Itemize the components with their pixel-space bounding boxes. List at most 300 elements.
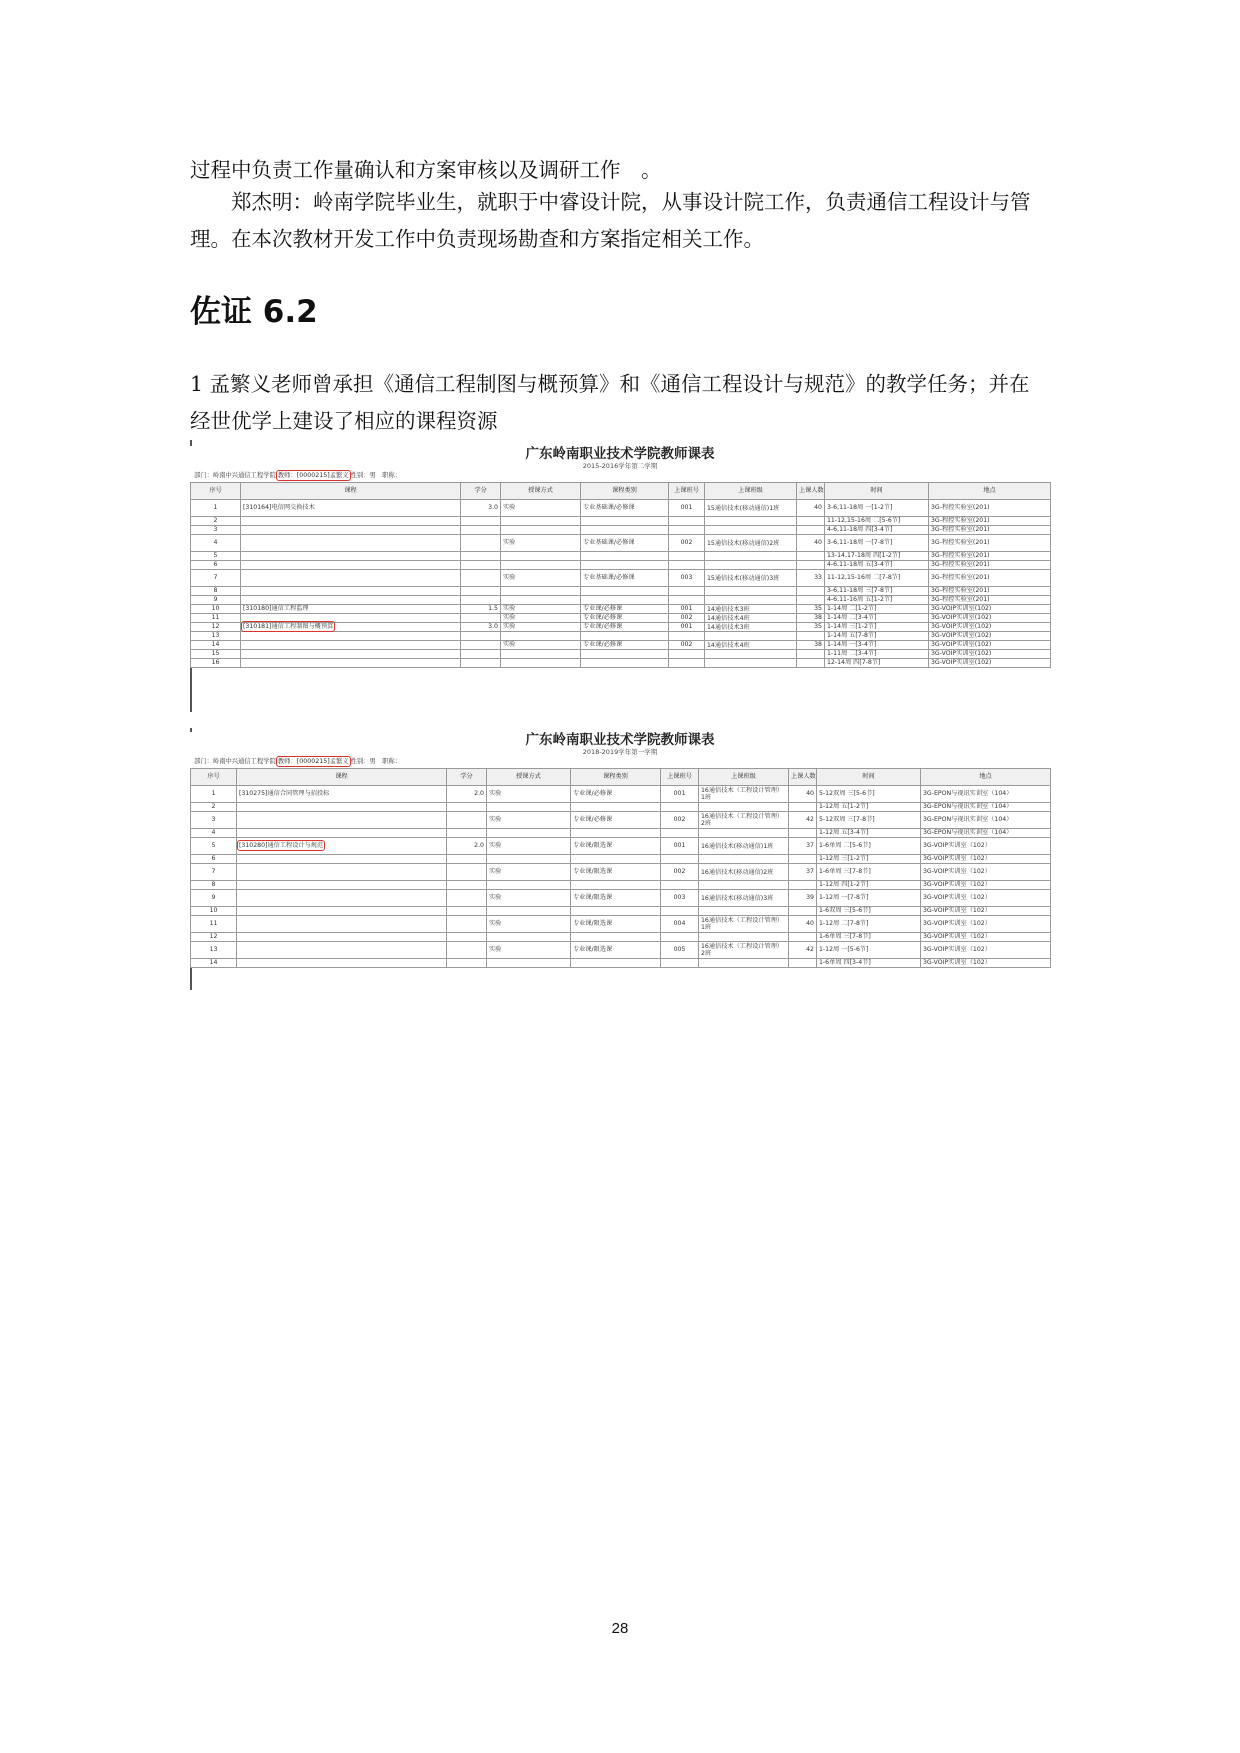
table-cell: 1-12周 五[1-2节] <box>817 803 921 812</box>
table-cell: 001 <box>661 838 699 855</box>
schedule-term: 2018-2019学年第一学期 <box>582 748 658 756</box>
table-cell: 3G-EPON与视讯实训室（104） <box>921 786 1051 803</box>
table-cell <box>797 517 825 526</box>
table-cell: 1-14周 一[3-4节] <box>825 641 929 650</box>
table-cell <box>705 632 797 641</box>
table-cell <box>487 881 571 890</box>
paragraph-evidence-1: 1 孟繁义老师曾承担《通信工程制图与概预算》和《通信工程设计与规范》的教学任务；并在经世优学上建设了相应的课程资源 <box>190 372 1030 433</box>
table-row <box>191 907 1051 916</box>
table-cell <box>661 959 699 968</box>
table-row <box>191 786 1051 803</box>
table-cell: 15 <box>191 650 241 659</box>
table-cell <box>237 942 447 959</box>
table-cell: 1-12周 五[3-4节] <box>817 829 921 838</box>
table-row <box>191 632 1051 641</box>
table-cell: 002 <box>669 535 705 552</box>
table-cell: 8 <box>191 881 237 890</box>
course-highlight: [310181]通信工程制图与概预算 <box>243 623 334 630</box>
column-header: 时间 <box>817 769 921 786</box>
table-cell <box>487 907 571 916</box>
table-cell: 3G-程控实验室(201) <box>929 587 1051 596</box>
table-cell <box>789 829 817 838</box>
schedule-title: 广东岭南职业技术学院教师课表 <box>525 446 715 462</box>
table-cell <box>237 916 447 933</box>
table-cell <box>487 829 571 838</box>
table-cell: 002 <box>661 812 699 829</box>
table-row <box>191 614 1051 623</box>
table-cell: 5-12双周 三[5-6节] <box>817 786 921 803</box>
table-cell: 16通信技术(移动通信)2班 <box>699 864 789 881</box>
table-cell: 005 <box>661 942 699 959</box>
table-cell <box>501 561 581 570</box>
table-cell: 16通信技术(移动通信)1班 <box>699 838 789 855</box>
table-cell <box>447 855 487 864</box>
table-cell: 40 <box>797 535 825 552</box>
table-cell: 3G-VOIP实训室（102） <box>921 881 1051 890</box>
table-cell: 1-12周 一[5-6节] <box>817 942 921 959</box>
table-cell <box>447 881 487 890</box>
column-header: 上课班号 <box>669 483 705 500</box>
table-cell: 37 <box>789 838 817 855</box>
table-cell: 16通信技术（工程设计管理）1班 <box>699 916 789 933</box>
table-cell: 001 <box>661 786 699 803</box>
table-row <box>191 605 1051 614</box>
table-cell: 3G-VOIP实训室（102） <box>921 933 1051 942</box>
table-cell: 专业课/限选课 <box>571 864 661 881</box>
table-cell <box>461 517 501 526</box>
table-cell: 专业课/必修课 <box>581 641 669 650</box>
table-cell: 1.5 <box>461 605 501 614</box>
table-cell: 6 <box>191 855 237 864</box>
table-cell <box>699 881 789 890</box>
table-cell <box>581 587 669 596</box>
table-cell: 实验 <box>501 623 581 632</box>
table-cell <box>237 829 447 838</box>
table-cell: 40 <box>789 916 817 933</box>
table-cell: 4-6,11-16周 五[1-2节] <box>825 596 929 605</box>
table-row <box>191 838 1051 855</box>
table-cell: 专业课/限选课 <box>571 942 661 959</box>
table-row <box>191 959 1051 968</box>
table-cell <box>487 959 571 968</box>
table-cell <box>797 587 825 596</box>
table-cell <box>241 517 461 526</box>
table-cell <box>797 561 825 570</box>
table-cell: 42 <box>789 812 817 829</box>
table-cell <box>241 641 461 650</box>
table-cell: 专业课/必修课 <box>581 623 669 632</box>
table-row <box>191 570 1051 587</box>
table-cell <box>241 632 461 641</box>
table-cell: 3G-VOIP实训室(102) <box>929 659 1051 668</box>
dept-label: 部门：岭南中兴通信工程学院 <box>194 472 276 479</box>
table-cell: 16通信技术（工程设计管理）1班 <box>699 786 789 803</box>
table-cell: 13 <box>191 942 237 959</box>
table-cell <box>789 803 817 812</box>
table-cell <box>447 907 487 916</box>
table-cell <box>669 632 705 641</box>
table-cell: 5 <box>191 552 241 561</box>
table-cell <box>241 587 461 596</box>
table-row <box>191 552 1051 561</box>
table-cell: 专业基础课/必修课 <box>581 535 669 552</box>
table-cell: 3G-VOIP实训室(102) <box>929 605 1051 614</box>
table-cell <box>705 596 797 605</box>
table-cell <box>241 659 461 668</box>
course-highlight: [310280]通信工程设计与规范 <box>239 842 324 849</box>
table-cell <box>571 803 661 812</box>
table-cell: 16通信技术（工程设计管理）2班 <box>699 812 789 829</box>
table-cell: 40 <box>789 786 817 803</box>
gender-title-label: 性别：男 职称： <box>350 472 402 479</box>
table-cell: 3G-VOIP实训室(102) <box>929 623 1051 632</box>
table-cell: 专业基础课/必修课 <box>581 500 669 517</box>
table-cell: 1-14周 二[1-2节] <box>825 605 929 614</box>
table-cell: 16 <box>191 659 241 668</box>
table-cell: 002 <box>661 864 699 881</box>
table-cell <box>461 596 501 605</box>
table-body <box>191 500 1051 668</box>
column-header: 上课人数 <box>789 769 817 786</box>
table-cell: 12-14周 四[7-8节] <box>825 659 929 668</box>
table-cell <box>661 907 699 916</box>
column-header: 学分 <box>461 483 501 500</box>
column-header: 上课班级 <box>705 483 797 500</box>
table-cell: 15通信技术(移动通信)1班 <box>705 500 797 517</box>
table-cell <box>789 907 817 916</box>
table-cell: 4 <box>191 535 241 552</box>
table-row <box>191 650 1051 659</box>
table-row <box>191 596 1051 605</box>
table-row <box>191 933 1051 942</box>
table-cell <box>661 855 699 864</box>
column-header: 授课方式 <box>487 769 571 786</box>
table-row <box>191 526 1051 535</box>
table-cell: 16通信技术(移动通信)3班 <box>699 890 789 907</box>
schedule-table <box>190 482 1051 668</box>
table-cell <box>581 552 669 561</box>
table-cell <box>705 517 797 526</box>
table-cell <box>669 552 705 561</box>
table-cell <box>789 933 817 942</box>
table-cell <box>487 803 571 812</box>
paragraph-zheng-jieming: 郑杰明：岭南学院毕业生，就职于中睿设计院，从事设计院工作，负责通信工程设计与管理。在本次教材开发工作中负责现场勘查和方案指定相关工作。 <box>190 190 1031 251</box>
table-cell: 3G-程控实验室(201) <box>929 570 1051 587</box>
column-header: 序号 <box>191 769 237 786</box>
table-cell: 3G-VOIP实训室（102） <box>921 890 1051 907</box>
table-cell: 11 <box>191 916 237 933</box>
table-cell <box>571 959 661 968</box>
table-cell <box>237 890 447 907</box>
table-cell <box>237 812 447 829</box>
column-header: 上课班级 <box>699 769 789 786</box>
table-cell <box>461 659 501 668</box>
table-cell: 实验 <box>487 942 571 959</box>
table-row <box>191 916 1051 933</box>
table-cell: [310275]通信合同管理与招投标 <box>237 786 447 803</box>
table-cell: 14通信技术4班 <box>705 614 797 623</box>
table-row <box>191 659 1051 668</box>
table-cell <box>461 570 501 587</box>
table-cell: 专业课/限选课 <box>571 838 661 855</box>
table-cell: 12 <box>191 623 241 632</box>
table-cell <box>705 650 797 659</box>
table-cell: 3G-VOIP实训室（102） <box>921 855 1051 864</box>
table-cell <box>571 855 661 864</box>
table-cell: 2.0 <box>447 786 487 803</box>
table-cell <box>501 596 581 605</box>
table-cell <box>669 526 705 535</box>
table-cell: 16通信技术（工程设计管理）2班 <box>699 942 789 959</box>
table-cell: 3G-程控实验室(201) <box>929 526 1051 535</box>
table-cell <box>661 933 699 942</box>
table-cell: 3-6,11-18周 三[7-8节] <box>825 587 929 596</box>
table-cell <box>447 933 487 942</box>
table-cell: 2 <box>191 803 237 812</box>
column-header: 课程类别 <box>581 483 669 500</box>
table-cell: 14通信技术3班 <box>705 623 797 632</box>
table-cell <box>501 650 581 659</box>
table-cell <box>447 803 487 812</box>
table-cell <box>237 959 447 968</box>
table-cell <box>241 561 461 570</box>
table-cell: 14通信技术3班 <box>705 605 797 614</box>
table-cell: 15通信技术(移动通信)2班 <box>705 535 797 552</box>
table-cell: 4-6,11-18周 五[3-4节] <box>825 561 929 570</box>
table-cell: 3G-程控实验室(201) <box>929 596 1051 605</box>
table-row <box>191 517 1051 526</box>
table-cell: 实验 <box>487 812 571 829</box>
table-cell <box>699 907 789 916</box>
table-cell <box>461 614 501 623</box>
table-cell <box>461 632 501 641</box>
table-body <box>191 786 1051 968</box>
table-cell: 3G-VOIP实训室(102) <box>929 650 1051 659</box>
table-cell: 38 <box>797 641 825 650</box>
table-cell: 1-6单周 二[5-6节] <box>817 838 921 855</box>
table-cell: 42 <box>789 942 817 959</box>
table-cell: 实验 <box>501 570 581 587</box>
table-cell: 1-12周 三[1-2节] <box>817 855 921 864</box>
schedule-image-2 <box>190 732 1050 968</box>
table-cell <box>461 650 501 659</box>
table-cell <box>699 855 789 864</box>
table-cell: 3G-VOIP实训室（102） <box>921 942 1051 959</box>
table-cell: 1-6双周 三[5-6节] <box>817 907 921 916</box>
table-cell <box>581 526 669 535</box>
table-cell: 003 <box>661 890 699 907</box>
table-cell: 8 <box>191 587 241 596</box>
table-cell <box>461 552 501 561</box>
dept-label: 部门：岭南中兴通信工程学院 <box>194 758 276 765</box>
table-cell: 实验 <box>487 916 571 933</box>
table-cell <box>501 517 581 526</box>
table-cell <box>669 650 705 659</box>
table-cell <box>237 864 447 881</box>
table-cell <box>581 561 669 570</box>
table-cell: 13 <box>191 632 241 641</box>
table-cell: 1 <box>191 500 241 517</box>
table-cell <box>241 535 461 552</box>
table-cell: 3G-EPON与视讯实训室（104） <box>921 803 1051 812</box>
table-cell: 3.0 <box>461 623 501 632</box>
table-cell <box>797 552 825 561</box>
column-header: 地点 <box>921 769 1051 786</box>
table-cell: 实验 <box>487 786 571 803</box>
table-cell <box>797 659 825 668</box>
table-cell <box>699 933 789 942</box>
table-cell <box>461 535 501 552</box>
table-cell: 实验 <box>501 605 581 614</box>
table-cell: 1-6单周 三[7-8节] <box>817 864 921 881</box>
table-cell: 11-12,15-16周 二[5-6节] <box>825 517 929 526</box>
table-cell <box>571 907 661 916</box>
table-cell <box>789 855 817 864</box>
table-row <box>191 623 1051 632</box>
table-cell: 9 <box>191 596 241 605</box>
table-cell: 专业基础课/必修课 <box>581 570 669 587</box>
table-cell: 1-12周 二[7-8节] <box>817 916 921 933</box>
table-cell: 1-14周 三[1-2节] <box>825 623 929 632</box>
page-number: 28 <box>611 1620 629 1637</box>
table-cell <box>669 587 705 596</box>
table-cell: 1-14周 五[7-8节] <box>825 632 929 641</box>
table-cell <box>241 623 461 632</box>
table-cell <box>571 933 661 942</box>
table-cell <box>501 552 581 561</box>
table-cell <box>237 838 447 855</box>
table-cell: 2 <box>191 517 241 526</box>
table-cell: 3G-程控实验室(201) <box>929 561 1051 570</box>
table-cell: 004 <box>661 916 699 933</box>
table-cell <box>237 855 447 864</box>
table-cell <box>581 596 669 605</box>
column-header: 上课班号 <box>661 769 699 786</box>
column-header: 课程 <box>241 483 461 500</box>
table-cell: 实验 <box>501 535 581 552</box>
table-cell <box>669 517 705 526</box>
schedule-table <box>190 768 1051 968</box>
table-cell: 3 <box>191 526 241 535</box>
table-cell: 实验 <box>501 614 581 623</box>
table-cell <box>661 803 699 812</box>
table-cell: 专业课/必修课 <box>581 605 669 614</box>
table-cell <box>789 881 817 890</box>
table-cell: 3G-程控实验室(201) <box>929 500 1051 517</box>
table-cell: 14通信技术4班 <box>705 641 797 650</box>
table-cell <box>241 526 461 535</box>
table-cell: 7 <box>191 570 241 587</box>
table-cell: 3-6,11-18周 一[7-8节] <box>825 535 929 552</box>
column-header: 时间 <box>825 483 929 500</box>
table-cell: 3.0 <box>461 500 501 517</box>
table-row <box>191 561 1051 570</box>
table-header-row <box>191 483 1051 500</box>
table-cell: 1 <box>191 786 237 803</box>
table-cell: [310164]电信网交换技术 <box>241 500 461 517</box>
table-cell: 实验 <box>501 500 581 517</box>
table-cell: 3G-程控实验室(201) <box>929 517 1051 526</box>
table-cell: 2.0 <box>447 838 487 855</box>
table-cell: 35 <box>797 623 825 632</box>
schedule-info <box>190 757 1050 768</box>
table-cell <box>241 650 461 659</box>
table-row <box>191 812 1051 829</box>
table-cell <box>705 526 797 535</box>
table-cell: 1-6单周 四[3-4节] <box>817 959 921 968</box>
table-cell <box>797 526 825 535</box>
table-cell: 3 <box>191 812 237 829</box>
table-cell: 3G-VOIP实训室(102) <box>929 614 1051 623</box>
table-cell: 3-6,11-18周 一[1-2节] <box>825 500 929 517</box>
table-cell <box>461 561 501 570</box>
table-cell: 1-12周 四[1-2节] <box>817 881 921 890</box>
table-cell <box>241 552 461 561</box>
table-row <box>191 881 1051 890</box>
table-cell <box>797 650 825 659</box>
table-cell <box>501 659 581 668</box>
table-cell: 3G-程控实验室(201) <box>929 552 1051 561</box>
table-cell: 5 <box>191 838 237 855</box>
table-cell: 专业课/必修课 <box>581 614 669 623</box>
table-cell <box>237 803 447 812</box>
table-row <box>191 641 1051 650</box>
schedule-title: 广东岭南职业技术学院教师课表 <box>525 732 715 748</box>
column-header: 学分 <box>447 769 487 786</box>
table-cell <box>487 855 571 864</box>
schedule-info <box>190 471 1050 482</box>
column-header: 课程类别 <box>571 769 661 786</box>
table-cell: 1-11周 二[3-4节] <box>825 650 929 659</box>
table-cell <box>705 587 797 596</box>
table-cell <box>669 596 705 605</box>
schedule-term: 2015-2016学年第二学期 <box>582 462 658 470</box>
table-cell: 3G-VOIP实训室（102） <box>921 838 1051 855</box>
column-header: 地点 <box>929 483 1051 500</box>
table-cell <box>699 803 789 812</box>
table-row <box>191 803 1051 812</box>
table-cell: 3G-EPON与视讯实训室（104） <box>921 812 1051 829</box>
table-cell: 专业课/必修课 <box>571 812 661 829</box>
table-cell: 3G-VOIP实训室（102） <box>921 959 1051 968</box>
table-cell: 3G-VOIP实训室(102) <box>929 641 1051 650</box>
table-cell: 002 <box>669 614 705 623</box>
table-cell: 12 <box>191 933 237 942</box>
table-cell <box>571 829 661 838</box>
table-cell <box>669 659 705 668</box>
table-cell: 7 <box>191 864 237 881</box>
table-cell: 6 <box>191 561 241 570</box>
table-cell <box>581 659 669 668</box>
table-cell: 39 <box>789 890 817 907</box>
table-cell <box>501 526 581 535</box>
table-cell: 实验 <box>487 864 571 881</box>
table-cell: 11 <box>191 614 241 623</box>
table-row <box>191 864 1051 881</box>
schedule-image-1 <box>190 446 1050 668</box>
table-cell: 001 <box>669 500 705 517</box>
table-cell <box>661 881 699 890</box>
table-row <box>191 535 1051 552</box>
table-cell: 5-12双周 三[7-8节] <box>817 812 921 829</box>
column-header: 序号 <box>191 483 241 500</box>
table-cell <box>705 561 797 570</box>
table-cell <box>241 596 461 605</box>
table-cell <box>699 829 789 838</box>
table-cell <box>447 959 487 968</box>
table-cell: 33 <box>797 570 825 587</box>
table-cell: 13-14,17-18周 四[1-2节] <box>825 552 929 561</box>
